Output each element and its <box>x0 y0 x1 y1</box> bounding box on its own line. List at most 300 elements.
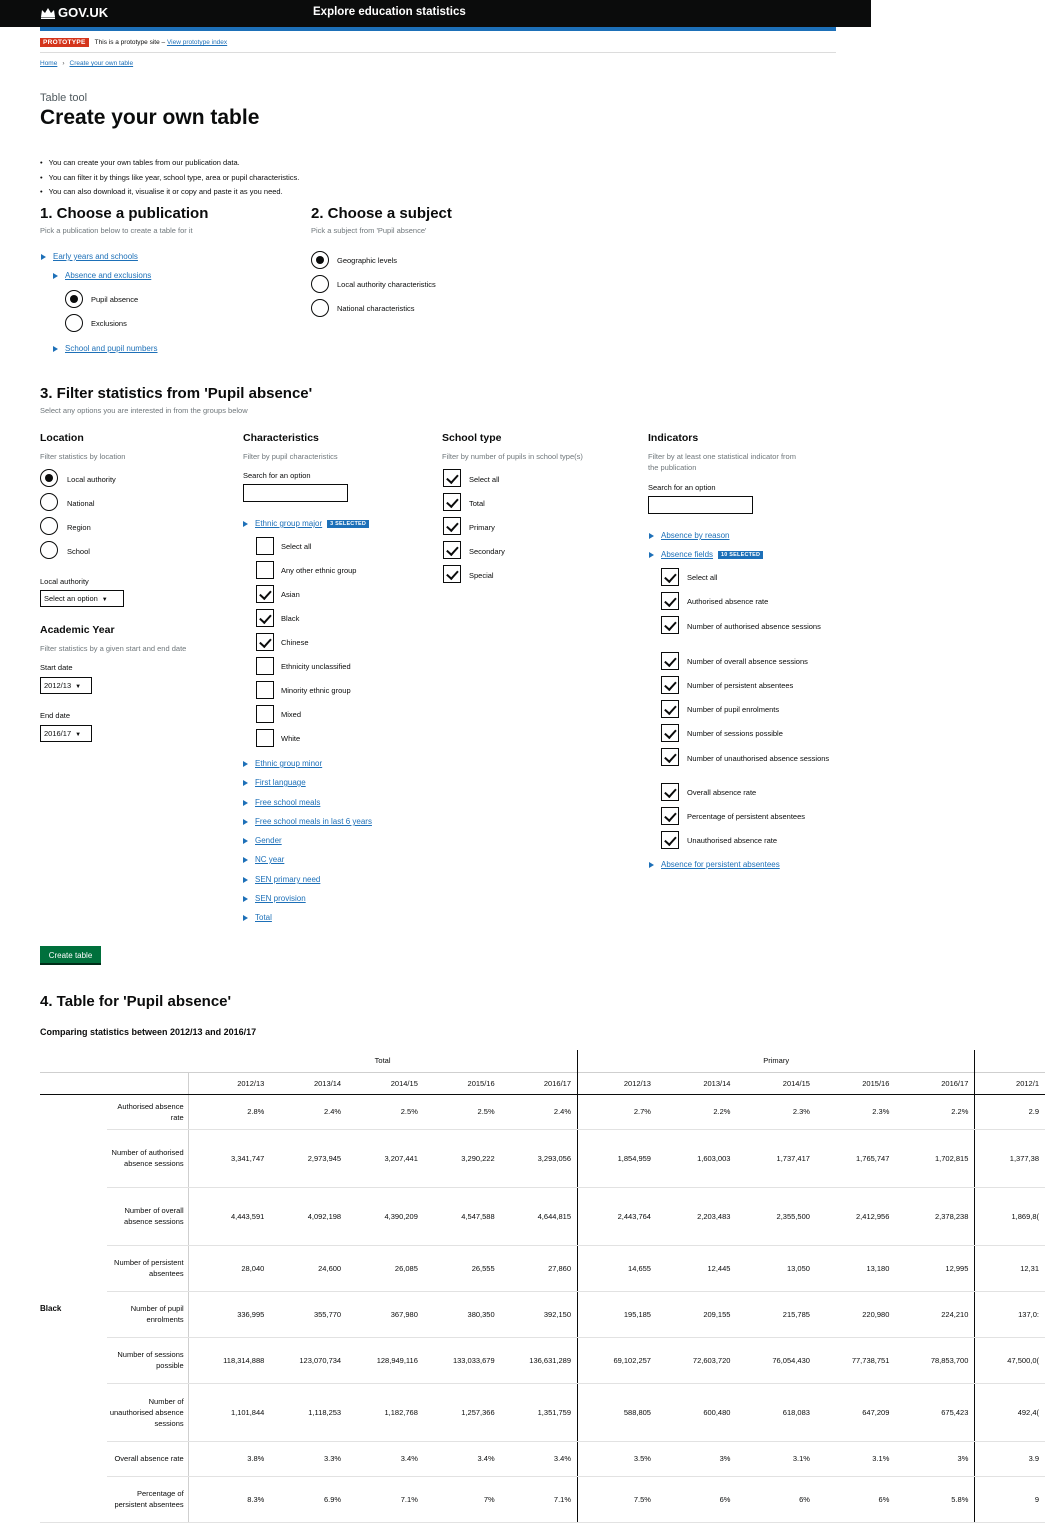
table-cell: 72,603,720 <box>657 1337 736 1383</box>
radio-national-characteristics[interactable] <box>311 299 329 317</box>
table-cell: 392,150 <box>501 1291 578 1337</box>
expand-triangle-icon[interactable] <box>243 819 248 825</box>
table-cell: 7.1% <box>347 1476 424 1522</box>
table-cell: 78,853,700 <box>895 1337 974 1383</box>
table-cell: 1,702,815 <box>895 1129 974 1187</box>
checkbox-label: White <box>281 734 301 743</box>
row-label: Percentage of persistent absentees <box>107 1476 188 1522</box>
step3-title: 3. Filter statistics from 'Pupil absence' <box>40 385 313 402</box>
radio-label: National <box>67 499 95 508</box>
table-cell: 4,644,815 <box>501 1187 578 1245</box>
checkbox-total[interactable] <box>443 493 461 511</box>
group-sen-provision[interactable]: SEN provision <box>255 894 306 903</box>
table-cell: 136,631,289 <box>501 1337 578 1383</box>
table-cell: 6% <box>816 1476 895 1522</box>
header-underline <box>40 27 836 31</box>
empty-header <box>107 1072 188 1094</box>
table-cell: 355,770 <box>270 1291 347 1337</box>
checkbox-select-all[interactable] <box>256 537 274 555</box>
checkbox-label: Total <box>469 499 485 508</box>
empty-header <box>40 1050 107 1072</box>
checkbox-label: Number of pupil enrolments <box>687 705 780 714</box>
row-label: Number of authorised absence sessions <box>107 1129 188 1187</box>
divider <box>40 52 836 53</box>
expand-triangle-icon[interactable] <box>243 915 248 921</box>
logo-text: GOV.UK <box>58 5 109 20</box>
group-absence-by-reason[interactable]: Absence by reason <box>661 531 730 540</box>
checkbox-black[interactable] <box>256 609 274 627</box>
table-cell: 1,603,003 <box>657 1129 736 1187</box>
school-type-title: School type <box>442 432 502 444</box>
table-cell: 675,423 <box>895 1383 974 1441</box>
radio-label: Local authority <box>67 475 116 484</box>
table-cell: 2.2% <box>657 1094 736 1129</box>
table-row <box>40 1476 1045 1522</box>
table-cell: 380,350 <box>424 1291 501 1337</box>
table-cell: 12,31 <box>975 1245 1045 1291</box>
school-type-hint: Filter by number of pupils in school type(s) <box>442 452 583 461</box>
dropdown-caret-icon: ▼ <box>75 732 82 738</box>
select-value: 2016/17 <box>44 729 72 738</box>
expand-triangle-icon[interactable] <box>243 896 248 902</box>
radio-local-authority[interactable] <box>40 469 58 487</box>
radio-label: National characteristics <box>337 304 415 313</box>
table-cell: 137,0: <box>975 1291 1045 1337</box>
table-row <box>40 1383 1045 1441</box>
group-persistent-absentees[interactable]: Absence for persistent absentees <box>661 860 780 869</box>
checkbox-unauthorised-rate[interactable] <box>661 831 679 849</box>
radio-region[interactable] <box>40 517 58 535</box>
govuk-logo[interactable] <box>40 5 108 20</box>
row-label: Number of sessions possible <box>107 1337 188 1383</box>
expand-triangle-icon[interactable] <box>243 761 248 767</box>
checkbox-label: Special <box>469 571 494 580</box>
table-cell: 2.7% <box>578 1094 657 1129</box>
table-cell: 3.4% <box>424 1441 501 1476</box>
table-cell: 9 <box>975 1476 1045 1522</box>
checkbox-special[interactable] <box>443 565 461 583</box>
table-cell: 128,949,116 <box>347 1337 424 1383</box>
table-cell: 24,600 <box>270 1245 347 1291</box>
table-cell: 618,083 <box>736 1383 815 1441</box>
selected-count-badge: 10 SELECTED <box>718 551 763 559</box>
checkbox-label: Number of persistent absentees <box>687 681 794 690</box>
checkbox-label: Black <box>281 614 300 623</box>
table-cell: 3% <box>895 1441 974 1476</box>
table-subtitle: Comparing statistics between 2012/13 and 2016/17 <box>40 1027 257 1037</box>
table-cell: 1,101,844 <box>188 1383 270 1441</box>
radio-school[interactable] <box>40 541 58 559</box>
year-header: 2012/13 <box>188 1072 270 1094</box>
table-row <box>40 1187 1045 1245</box>
row-label: Authorised absence rate <box>107 1094 188 1129</box>
checkbox-label: Asian <box>281 590 300 599</box>
checkbox-label: Number of authorised absence sessions <box>687 622 821 631</box>
year-header: 2016/17 <box>895 1072 974 1094</box>
prototype-index-link[interactable]: View prototype index <box>166 39 228 46</box>
theme-early-years[interactable]: Early years and schools <box>53 252 138 261</box>
row-label: Number of pupil enrolments <box>107 1291 188 1337</box>
radio-la-characteristics[interactable] <box>311 275 329 293</box>
table-cell: 2.4% <box>501 1094 578 1129</box>
table-cell: 2.2% <box>895 1094 974 1129</box>
service-name[interactable]: Explore education statistics <box>313 6 466 18</box>
table-cell: 3.9 <box>975 1441 1045 1476</box>
group-header-next <box>975 1050 1045 1072</box>
group-label: Absence fields <box>661 550 714 559</box>
radio-label: School <box>67 547 90 556</box>
table-row <box>40 1094 1045 1129</box>
breadcrumb-home[interactable]: Home <box>40 60 58 67</box>
prototype-text: This is a prototype site – <box>94 39 166 46</box>
table-cell: 224,210 <box>895 1291 974 1337</box>
prototype-banner <box>40 37 227 48</box>
table-cell: 47,500,0( <box>975 1337 1045 1383</box>
row-label: Number of unauthorised absence sessions <box>107 1383 188 1441</box>
checkbox-label: Ethnicity unclassified <box>281 662 351 671</box>
table-cell: 2,203,483 <box>657 1187 736 1245</box>
table-cell: 3.4% <box>501 1441 578 1476</box>
checkbox-overall-sessions[interactable] <box>661 652 679 670</box>
table-cell: 588,805 <box>578 1383 657 1441</box>
group-total[interactable]: Total <box>255 913 272 922</box>
table-cell: 123,070,734 <box>270 1337 347 1383</box>
intro-item: • You can filter it by things like year, school type, area or pupil characteristics. <box>40 171 299 186</box>
expand-triangle-icon[interactable] <box>243 857 248 863</box>
topic-school-pupil-numbers[interactable]: School and pupil numbers <box>65 344 158 353</box>
intro-item: • You can also download it, visualise it or copy and paste it as you need. <box>40 185 299 200</box>
table-cell: 3.1% <box>736 1441 815 1476</box>
table-cell: 1,854,959 <box>578 1129 657 1187</box>
checkbox-unauthorised-sessions[interactable] <box>661 748 679 766</box>
year-header: 2012/13 <box>578 1072 657 1094</box>
group-free-school-meals[interactable]: Free school meals <box>255 798 321 807</box>
checkbox-label: Secondary <box>469 547 505 556</box>
location-hint: Filter statistics by location <box>40 452 126 461</box>
start-date-select[interactable] <box>40 677 92 694</box>
table-cell: 4,547,588 <box>424 1187 501 1245</box>
breadcrumb <box>40 60 133 67</box>
checkbox-minority-ethnic[interactable] <box>256 681 274 699</box>
checkbox-label: Minority ethnic group <box>281 686 351 695</box>
table-cell: 12,995 <box>895 1245 974 1291</box>
breadcrumb-current[interactable]: Create your own table <box>69 60 134 67</box>
step2-hint: Pick a subject from 'Pupil absence' <box>311 226 427 235</box>
table-cell: 12,445 <box>657 1245 736 1291</box>
table-row <box>40 1129 1045 1187</box>
table-cell: 2.9 <box>975 1094 1045 1129</box>
table-body <box>40 1094 1045 1522</box>
checkbox-authorised-rate[interactable] <box>661 592 679 610</box>
results-table-container[interactable] <box>40 1050 1039 1516</box>
table-cell: 2,412,956 <box>816 1187 895 1245</box>
table-cell: 1,869,8( <box>975 1187 1045 1245</box>
table-cell: 3,207,441 <box>347 1129 424 1187</box>
row-label: Number of persistent absentees <box>107 1245 188 1291</box>
table-cell: 4,390,209 <box>347 1187 424 1245</box>
expand-triangle-icon[interactable] <box>41 254 46 260</box>
expand-triangle-icon[interactable] <box>243 521 248 527</box>
radio-exclusions[interactable] <box>65 314 83 332</box>
dropdown-caret-icon: ▼ <box>75 684 82 690</box>
group-ethnic-major[interactable] <box>255 519 369 528</box>
characteristics-title: Characteristics <box>243 432 319 444</box>
checkbox-label: Select all <box>281 542 312 551</box>
checkbox-overall-rate[interactable] <box>661 783 679 801</box>
checkbox-label: Mixed <box>281 710 302 719</box>
table-cell: 13,180 <box>816 1245 895 1291</box>
empty-header <box>107 1050 188 1072</box>
checkbox-label: Select all <box>687 573 718 582</box>
checkbox-authorised-sessions[interactable] <box>661 616 679 634</box>
empty-header <box>40 1072 107 1094</box>
checkbox-label: Number of sessions possible <box>687 729 783 738</box>
table-cell: 3.3% <box>270 1441 347 1476</box>
checkbox-white[interactable] <box>256 729 274 747</box>
checkbox-mixed[interactable] <box>256 705 274 723</box>
table-cell: 3,293,056 <box>501 1129 578 1187</box>
expand-triangle-icon[interactable] <box>243 800 248 806</box>
end-date-label: End date <box>40 711 71 720</box>
table-cell: 26,555 <box>424 1245 501 1291</box>
table-cell: 2,355,500 <box>736 1187 815 1245</box>
indicators-search-label: Search for an option <box>648 483 716 492</box>
table-row <box>40 1441 1045 1476</box>
intro-item: • You can create your own tables from our publication data. <box>40 156 299 171</box>
year-header: 2012/1 <box>975 1072 1045 1094</box>
table-cell: 2,443,764 <box>578 1187 657 1245</box>
table-cell: 2,378,238 <box>895 1187 974 1245</box>
year-header: 2014/15 <box>736 1072 815 1094</box>
site-header <box>0 0 871 27</box>
expand-triangle-icon[interactable] <box>649 533 654 539</box>
table-row <box>40 1337 1045 1383</box>
characteristics-search-input[interactable] <box>243 484 348 502</box>
table-cell: 1,257,366 <box>424 1383 501 1441</box>
topic-absence-exclusions[interactable]: Absence and exclusions <box>65 271 152 280</box>
checkbox-label: Number of overall absence sessions <box>687 657 808 666</box>
group-absence-fields[interactable] <box>661 550 763 559</box>
table-cell: 647,209 <box>816 1383 895 1441</box>
checkbox-label: Chinese <box>281 638 309 647</box>
table-row <box>40 1245 1045 1291</box>
select-value: 2012/13 <box>44 681 72 690</box>
table-cell: 1,118,253 <box>270 1383 347 1441</box>
checkbox-label: Authorised absence rate <box>687 597 769 606</box>
table-cell: 367,980 <box>347 1291 424 1337</box>
table-cell: 27,860 <box>501 1245 578 1291</box>
indicators-search-input[interactable] <box>648 496 753 514</box>
table-cell: 77,738,751 <box>816 1337 895 1383</box>
radio-geographic-levels[interactable] <box>311 251 329 269</box>
table-cell: 2.4% <box>270 1094 347 1129</box>
table-cell: 2.3% <box>816 1094 895 1129</box>
group-label: Ethnic group major <box>255 519 323 528</box>
table-cell: 7.1% <box>501 1476 578 1522</box>
crown-icon <box>40 7 56 19</box>
table-cell: 69,102,257 <box>578 1337 657 1383</box>
checkbox-any-other[interactable] <box>256 561 274 579</box>
table-cell: 7% <box>424 1476 501 1522</box>
table-cell: 3% <box>657 1441 736 1476</box>
indicators-title: Indicators <box>648 432 699 444</box>
checkbox-ethnicity-unclassified[interactable] <box>256 657 274 675</box>
table-cell: 336,995 <box>188 1291 270 1337</box>
year-header: 2014/15 <box>347 1072 424 1094</box>
row-group-label: Black <box>40 1094 107 1522</box>
table-cell: 28,040 <box>188 1245 270 1291</box>
table-cell: 2.8% <box>188 1094 270 1129</box>
radio-label: Geographic levels <box>337 256 398 265</box>
table-cell: 1,765,747 <box>816 1129 895 1187</box>
table-cell: 26,085 <box>347 1245 424 1291</box>
characteristics-hint: Filter by pupil characteristics <box>243 452 338 461</box>
checkbox-persistent-absentees[interactable] <box>661 676 679 694</box>
breadcrumb-separator-icon: › <box>62 60 65 67</box>
checkbox-primary[interactable] <box>443 517 461 535</box>
radio-label: Exclusions <box>91 319 127 328</box>
start-date-label: Start date <box>40 663 73 672</box>
table-cell: 76,054,430 <box>736 1337 815 1383</box>
checkbox-label: Select all <box>469 475 500 484</box>
table-cell: 133,033,679 <box>424 1337 501 1383</box>
academic-year-title: Academic Year <box>40 624 115 636</box>
year-header: 2013/14 <box>657 1072 736 1094</box>
table-cell: 3.4% <box>347 1441 424 1476</box>
group-header-total: Total <box>374 1056 391 1066</box>
step1-hint: Pick a publication below to create a table for it <box>40 226 193 235</box>
table-cell: 6% <box>736 1476 815 1522</box>
local-authority-select[interactable] <box>40 590 124 607</box>
radio-national[interactable] <box>40 493 58 511</box>
selected-count-badge: 3 SELECTED <box>327 520 369 528</box>
group-first-language[interactable]: First language <box>255 778 306 787</box>
table-cell: 2.3% <box>736 1094 815 1129</box>
table-cell: 4,443,591 <box>188 1187 270 1245</box>
year-header: 2015/16 <box>816 1072 895 1094</box>
group-gender[interactable]: Gender <box>255 836 282 845</box>
indicators-hint: the publication <box>648 463 697 472</box>
year-header: 2016/17 <box>501 1072 578 1094</box>
expand-triangle-icon[interactable] <box>243 780 248 786</box>
group-sen-primary[interactable]: SEN primary need <box>255 875 321 884</box>
radio-label: Pupil absence <box>91 295 139 304</box>
prototype-tag: PROTOTYPE <box>40 38 89 47</box>
checkbox-asian[interactable] <box>256 585 274 603</box>
expand-triangle-icon[interactable] <box>649 552 654 558</box>
indicators-hint: Filter by at least one statistical indicator from <box>648 452 796 461</box>
table-cell: 5.8% <box>895 1476 974 1522</box>
step3-hint: Select any options you are interested in from the groups below <box>40 406 248 415</box>
expand-triangle-icon[interactable] <box>243 877 248 883</box>
table-cell: 4,092,198 <box>270 1187 347 1245</box>
table-cell: 2.5% <box>424 1094 501 1129</box>
dropdown-caret-icon: ▼ <box>101 597 108 603</box>
group-ethnic-minor[interactable]: Ethnic group minor <box>255 759 323 768</box>
academic-year-hint: Filter statistics by a given start and end date <box>40 644 187 653</box>
table-row <box>40 1291 1045 1337</box>
table-cell: 1,182,768 <box>347 1383 424 1441</box>
radio-label: Region <box>67 523 91 532</box>
checkbox-indicator-select-all[interactable] <box>661 568 679 586</box>
table-cell: 13,050 <box>736 1245 815 1291</box>
table-cell: 2,973,945 <box>270 1129 347 1187</box>
checkbox-label: Percentage of persistent absentees <box>687 812 805 821</box>
table-cell: 1,377,38 <box>975 1129 1045 1187</box>
checkbox-label: Primary <box>469 523 495 532</box>
group-fsm-6-years[interactable]: Free school meals in last 6 years <box>255 817 372 826</box>
page-title: Create your own table <box>40 106 260 129</box>
checkbox-pupil-enrolments[interactable] <box>661 700 679 718</box>
table-cell: 6% <box>657 1476 736 1522</box>
table-cell: 14,655 <box>578 1245 657 1291</box>
table-cell: 3.8% <box>188 1441 270 1476</box>
local-authority-label: Local authority <box>40 577 89 586</box>
location-title: Location <box>40 432 84 444</box>
table-cell: 3,341,747 <box>188 1129 270 1187</box>
checkbox-secondary[interactable] <box>443 541 461 559</box>
table-cell: 195,185 <box>578 1291 657 1337</box>
expand-triangle-icon[interactable] <box>53 346 58 352</box>
step2-title: 2. Choose a subject <box>311 205 452 222</box>
table-cell: 209,155 <box>657 1291 736 1337</box>
select-value: Select an option <box>44 594 98 603</box>
radio-label: Local authority characteristics <box>337 280 436 289</box>
page-caption: Table tool <box>40 92 88 104</box>
step1-title: 1. Choose a publication <box>40 205 209 222</box>
checkbox-percentage-persistent[interactable] <box>661 807 679 825</box>
group-header-primary: Primary <box>578 1050 975 1072</box>
table-cell: 7.5% <box>578 1476 657 1522</box>
table-cell: 8.3% <box>188 1476 270 1522</box>
checkbox-label: Overall absence rate <box>687 788 757 797</box>
create-table-button[interactable]: Create table <box>40 946 101 965</box>
radio-pupil-absence[interactable] <box>65 290 83 308</box>
group-nc-year[interactable]: NC year <box>255 855 285 864</box>
expand-triangle-icon[interactable] <box>243 838 248 844</box>
table-cell: 220,980 <box>816 1291 895 1337</box>
checkbox-sessions-possible[interactable] <box>661 724 679 742</box>
table-cell: 1,351,759 <box>501 1383 578 1441</box>
characteristics-search-label: Search for an option <box>243 471 311 480</box>
end-date-select[interactable] <box>40 725 92 742</box>
checkbox-label: Any other ethnic group <box>281 566 357 575</box>
row-label: Overall absence rate <box>107 1441 188 1476</box>
checkbox-label: Number of unauthorised absence sessions <box>687 754 830 763</box>
row-label: Number of overall absence sessions <box>107 1187 188 1245</box>
checkbox-select-all-school[interactable] <box>443 469 461 487</box>
year-header: 2013/14 <box>270 1072 347 1094</box>
table-cell: 6.9% <box>270 1476 347 1522</box>
table-cell: 1,737,417 <box>736 1129 815 1187</box>
results-table <box>40 1050 1045 1523</box>
expand-triangle-icon[interactable] <box>53 273 58 279</box>
checkbox-chinese[interactable] <box>256 633 274 651</box>
checkbox-label: Unauthorised absence rate <box>687 836 778 845</box>
table-cell: 600,480 <box>657 1383 736 1441</box>
expand-triangle-icon[interactable] <box>649 862 654 868</box>
year-header: 2015/16 <box>424 1072 501 1094</box>
table-cell: 3.1% <box>816 1441 895 1476</box>
step4-title: 4. Table for 'Pupil absence' <box>40 993 232 1010</box>
table-cell: 2.5% <box>347 1094 424 1129</box>
intro-list <box>40 156 299 200</box>
table-cell: 215,785 <box>736 1291 815 1337</box>
table-cell: 118,314,888 <box>188 1337 270 1383</box>
table-cell: 3,290,222 <box>424 1129 501 1187</box>
table-cell: 3.5% <box>578 1441 657 1476</box>
table-cell: 492,4( <box>975 1383 1045 1441</box>
